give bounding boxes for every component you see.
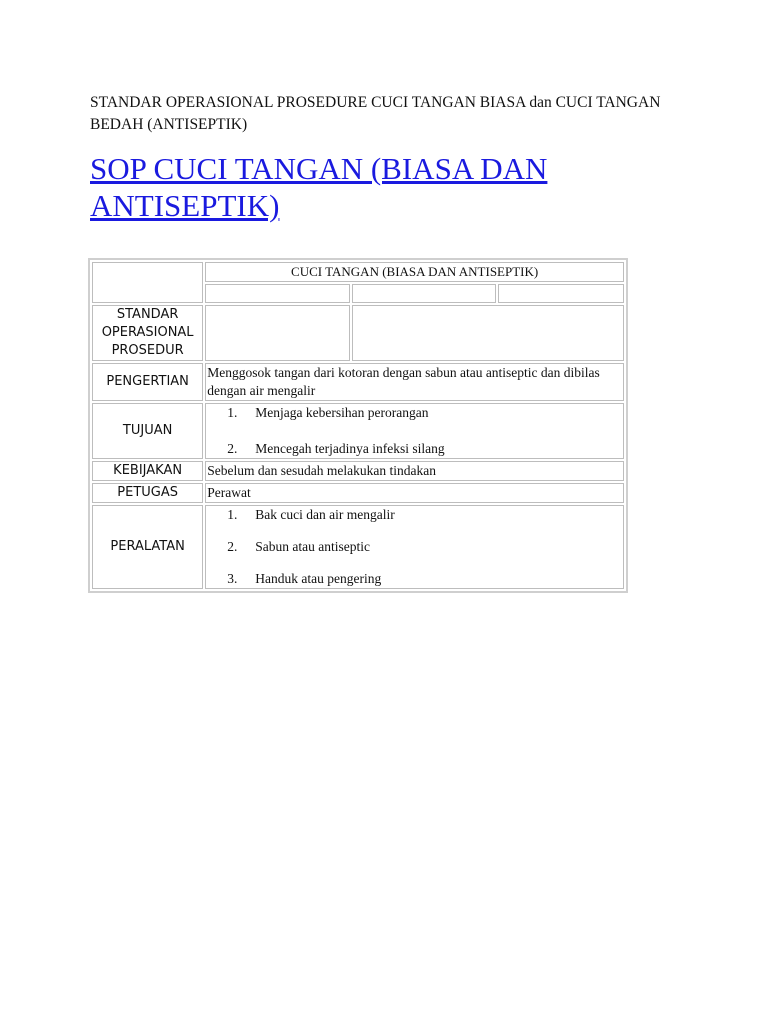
table-row (92, 483, 624, 503)
empty-cell (92, 262, 203, 303)
tujuan-value (205, 403, 624, 459)
kebijakan-label: KEBIJAKAN (92, 461, 203, 481)
list-item: 1. Bak cuci dan air mengalir (247, 506, 622, 538)
table-row (92, 305, 624, 361)
document-title: STANDAR OPERASIONAL PROSEDURE CUCI TANGAN BIASA dan CUCI TANGAN BEDAH (ANTISEPTIK) (90, 94, 661, 133)
standar-label: STANDAR OPERASIONAL PROSEDUR (92, 305, 203, 361)
peralatan-list (207, 506, 622, 588)
sop-table (88, 258, 628, 593)
peralatan-label: PERALATAN (92, 505, 203, 589)
tujuan-list (207, 404, 622, 458)
list-item: 1. Menjaga kebersihan perorangan (247, 404, 622, 440)
table-row (92, 262, 624, 282)
empty-cell (498, 284, 624, 303)
empty-cell (205, 284, 350, 303)
list-item: 2. Mencegah terjadinya infeksi silang (247, 440, 622, 458)
petugas-label: PETUGAS (92, 483, 203, 503)
empty-cell (205, 305, 350, 361)
table-row (92, 403, 624, 459)
list-item: 2. Sabun atau antiseptic (247, 538, 622, 570)
sop-title-link[interactable]: SOP CUCI TANGAN (BIASA DAN ANTISEPTIK) (90, 151, 548, 223)
petugas-value: Perawat (205, 483, 624, 503)
table-header: CUCI TANGAN (BIASA DAN ANTISEPTIK) (205, 262, 624, 282)
table-row (92, 363, 624, 401)
peralatan-value (205, 505, 624, 589)
empty-cell (352, 284, 496, 303)
pengertian-value: Menggosok tangan dari kotoran dengan sabun atau antiseptic dan dibilas dengan air mengalir (205, 363, 624, 401)
kebijakan-value: Sebelum dan sesudah melakukan tindakan (205, 461, 624, 481)
tujuan-label: TUJUAN (92, 403, 203, 459)
table-row (92, 505, 624, 589)
list-item: 3. Handuk atau pengering (247, 570, 622, 588)
empty-cell (352, 305, 624, 361)
pengertian-label: PENGERTIAN (92, 363, 203, 401)
table-row (92, 461, 624, 481)
